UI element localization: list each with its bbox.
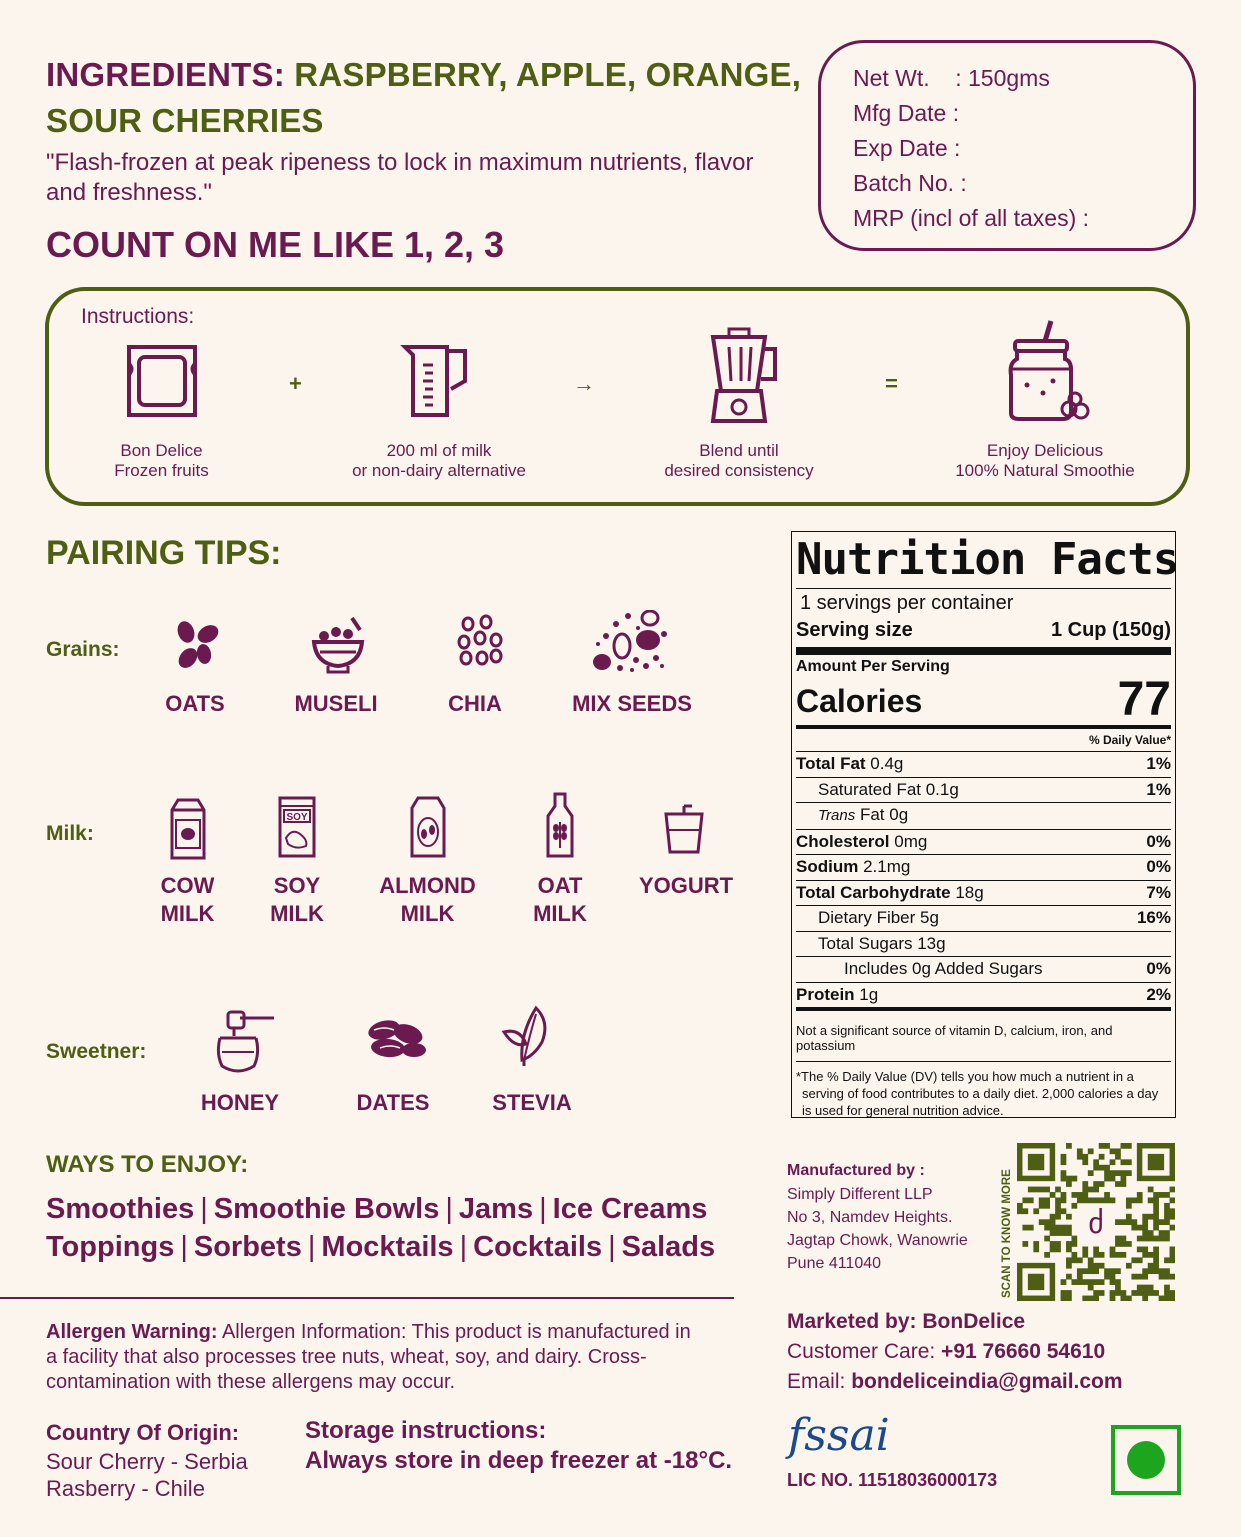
almond-milk-carton-icon (408, 794, 448, 860)
manufacturer-line-1: Simply Different LLP (787, 1186, 933, 1203)
marketed-by: Marketed by: BonDelice (787, 1310, 1026, 1333)
manufacturer-line-4: Pune 411040 (787, 1255, 882, 1272)
ways-list (46, 1190, 715, 1266)
ingredients-heading (46, 52, 806, 144)
nutrient-row: Includes 0g Added Sugars 0% (796, 956, 1171, 982)
veg-dot (1127, 1441, 1165, 1479)
batch-no: Batch No. : (853, 170, 967, 196)
soy-badge: SOY (286, 812, 308, 823)
nutrient-row: Total Sugars 13g (796, 931, 1171, 957)
grain-museli: MUSELI (294, 691, 378, 716)
license-number: LIC NO. 11518036000173 (787, 1470, 998, 1490)
daily-value-header: % Daily Value* (1088, 733, 1171, 747)
sweetener-label: Sweetner: (46, 1040, 147, 1063)
mrp: MRP (incl of all taxes) : (853, 205, 1090, 231)
nutrient-row: Protein 1g 2% (796, 982, 1171, 1008)
nutrition-facts-panel (791, 531, 1179, 1118)
product-info-box (818, 40, 1196, 251)
arrow-symbol: → (573, 371, 595, 396)
nutrition-note-2: *The % Daily Value (DV) tells you how much a nutrient in a serving of food contributes to a daily diet. 2,000 calories a day is used for general nutrition advice. (796, 1069, 1159, 1118)
pairing-title: PAIRING TIPS: (46, 534, 282, 572)
ways-title: WAYS TO ENJOY: (46, 1151, 249, 1178)
nutrient-row: Total Fat 0.4g 1% (796, 751, 1171, 777)
storage-title: Storage instructions: (305, 1417, 547, 1444)
net-weight: Net Wt. : 150gms (853, 65, 1050, 91)
manufacturer-line-3: Jagtap Chowk, Wanowrie (787, 1232, 968, 1249)
grain-chia: CHIA (448, 691, 502, 716)
plus-symbol: + (289, 371, 302, 396)
smoothie-jar-icon (1007, 319, 1093, 425)
nutrient-row: Saturated Fat 0.1g 1% (796, 777, 1171, 803)
tagline-quote: "Flash-frozen at peak ripeness to lock in maximum nutrients, flavor and freshness." (46, 149, 754, 206)
milk-cow: COW MILK (160, 873, 215, 926)
frozen-pack-icon (123, 343, 201, 419)
oat-milk-bottle-icon (544, 792, 576, 860)
milk-label: Milk: (46, 822, 94, 845)
sweetener-dates: DATES (356, 1090, 430, 1115)
nutrient-row: Cholesterol 0mg 0% (796, 829, 1171, 855)
calories-row: Calories 77 (796, 673, 1171, 726)
cow-milk-carton-icon (166, 796, 210, 860)
yogurt-cup-icon (662, 804, 706, 856)
ways-row-1: Smoothies | Smoothie Bowls | Jams | Ice Creams (46, 1193, 708, 1225)
count-heading: COUNT ON ME LIKE 1, 2, 3 (46, 224, 505, 265)
honey-pot-icon (214, 1008, 278, 1076)
muesli-bowl-icon (310, 614, 366, 674)
step-4-label: Enjoy Delicious 100% Natural Smoothie (955, 441, 1135, 480)
qr-center-logo: ძ (1088, 1206, 1104, 1241)
ingredients-line1: RASPBERRY, APPLE, ORANGE, (294, 56, 802, 93)
manufacturer-line-2: No 3, Namdev Heights. (787, 1209, 953, 1226)
serving-size-row: Serving size 1 Cup (150g) (796, 619, 1171, 641)
servings-per-container: 1 servings per container (800, 592, 1014, 614)
mfg-date: Mfg Date : (853, 100, 960, 126)
instructions-title: Instructions: (81, 305, 195, 328)
svg-text:SCAN TO KNOW MORE: SCAN TO KNOW MORE (1001, 1169, 1013, 1298)
nutrient-row: Sodium 2.1mg 0% (796, 854, 1171, 880)
equals-symbol: = (885, 371, 898, 396)
step-3-label: Blend until desired consistency (664, 441, 814, 480)
fssai-logo: fssai (788, 1410, 890, 1461)
manufacturer-title: Manufactured by : (787, 1162, 925, 1179)
grain-mix-seeds: MIX SEEDS (572, 691, 692, 716)
ingredients-line2: SOUR CHERRIES (46, 102, 324, 139)
chia-seeds-icon (454, 614, 504, 672)
nutrient-row: Trans Fat 0g (796, 802, 1171, 829)
exp-date: Exp Date : (853, 135, 961, 161)
dates-icon (362, 1016, 428, 1060)
ways-row-2: Toppings | Sorbets | Mocktails | Cocktails | Salads (46, 1231, 716, 1263)
origin-line-1: Sour Cherry - Serbia (46, 1449, 248, 1474)
email: Email: bondeliceindia@gmail.com (787, 1370, 1123, 1393)
nutrient-rows (796, 751, 1171, 1007)
nutrient-row: Dietary Fiber 5g 16% (796, 905, 1171, 931)
measuring-jug-icon (399, 341, 471, 421)
qr-code[interactable] (1017, 1143, 1175, 1301)
blender-icon (703, 325, 779, 425)
milk-yogurt: YOGURT (638, 873, 734, 898)
milk-soy: SOY MILK (270, 873, 324, 926)
step-1-label: Bon Delice Frozen fruits (114, 441, 209, 480)
ingredients-label: INGREDIENTS: (46, 56, 285, 93)
oats-icon (172, 618, 222, 672)
customer-care: Customer Care: +91 76660 54610 (787, 1340, 1106, 1363)
origin-line-2: Rasberry - Chile (46, 1476, 205, 1501)
scan-label (998, 1148, 1014, 1298)
allergen-warning: Allergen Warning: Allergen Information: This product is manufactured in a facility that also processes tree nuts, wheat, soy, and dairy. Cross-contamination with these allergens may occur. (46, 1321, 691, 1393)
nutrition-title: Nutrition Facts (796, 534, 1179, 585)
section-divider (0, 1297, 734, 1299)
milk-almond: ALMOND MILK (379, 873, 476, 926)
sweetener-honey: HONEY (200, 1090, 280, 1115)
stevia-leaf-icon (500, 1004, 552, 1066)
nutrient-row: Total Carbohydrate 18g 7% (796, 880, 1171, 906)
grain-oats: OATS (165, 691, 225, 716)
origin-title: Country Of Origin: (46, 1420, 240, 1445)
nutrition-note-1: Not a significant source of vitamin D, calcium, iron, and potassium (796, 1023, 1113, 1053)
sweetener-stevia: STEVIA (492, 1090, 572, 1115)
milk-oat: OAT MILK (533, 873, 587, 926)
grains-label: Grains: (46, 638, 120, 661)
instructions-panel (45, 287, 1190, 506)
amount-per-serving: Amount Per Serving (796, 658, 950, 675)
step-2-label: 200 ml of milk or non-dairy alternative (352, 441, 526, 480)
veg-mark-icon (1111, 1425, 1181, 1495)
soy-milk-carton-icon (276, 794, 318, 860)
mix-seeds-icon (592, 610, 670, 676)
storage-text: Always store in deep freezer at -18°C. (305, 1447, 733, 1474)
